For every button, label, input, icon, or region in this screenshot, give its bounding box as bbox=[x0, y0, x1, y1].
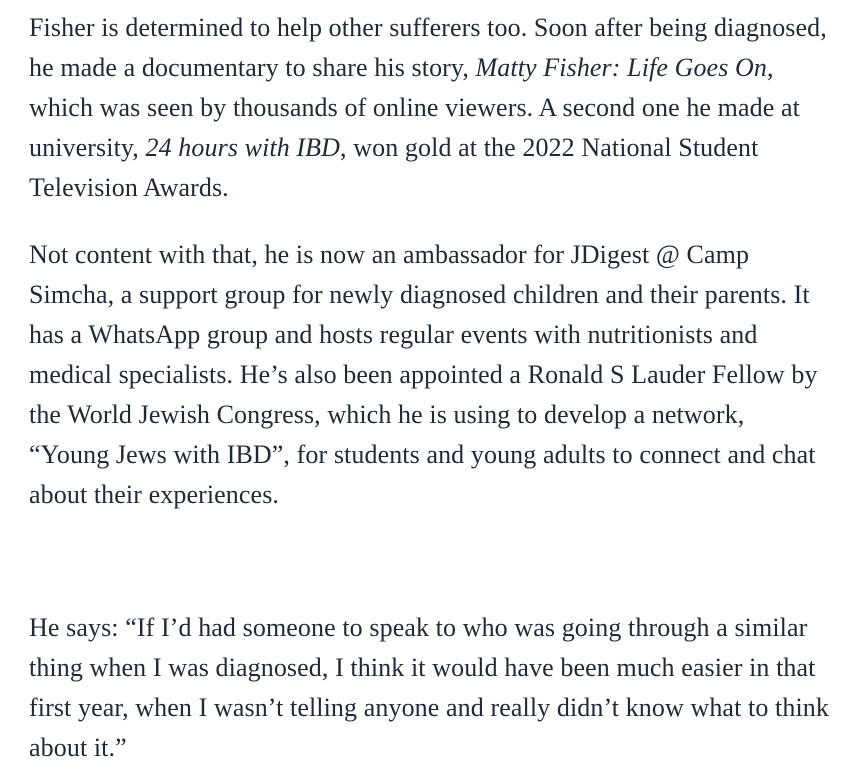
paragraph-text: , which was seen by thousands of online viewers. A second one he made at university, bbox=[29, 53, 800, 162]
paragraph-text: , won gold at the 2022 National Student Television Awards. bbox=[29, 133, 759, 202]
documentary-title-life-goes-on: Matty Fisher: Life Goes On bbox=[475, 53, 767, 82]
documentary-title-24-hours: 24 hours with IBD bbox=[145, 133, 341, 162]
article-body bbox=[29, 8, 829, 768]
paragraph-quote: He says: “If I’d had someone to speak to who was going through a similar thing when I was diagnosed, I think it would have been much easier in that first year, when I wasn’t telling anyone and really didn’t know what to think about it.” bbox=[29, 613, 829, 762]
paragraph-documentaries bbox=[29, 8, 829, 208]
paragraph-text: Fisher is determined to help other sufferers too. Soon after being diagnosed, he made a documentary to share his story, bbox=[29, 13, 827, 82]
paragraph-gap bbox=[29, 515, 829, 608]
paragraph-ambassador: Not content with that, he is now an ambassador for JDigest @ Camp Simcha, a support group for newly diagnosed children and their parents. It has a WhatsApp group and hosts regular events with nutritionists and medical specialists. He’s also been appointed a Ronald S Lauder Fellow by the World Jewish Congress, which he is using to develop a network, “Young Jews with IBD”, for students and young adults to connect and chat about their experiences. bbox=[29, 240, 818, 509]
